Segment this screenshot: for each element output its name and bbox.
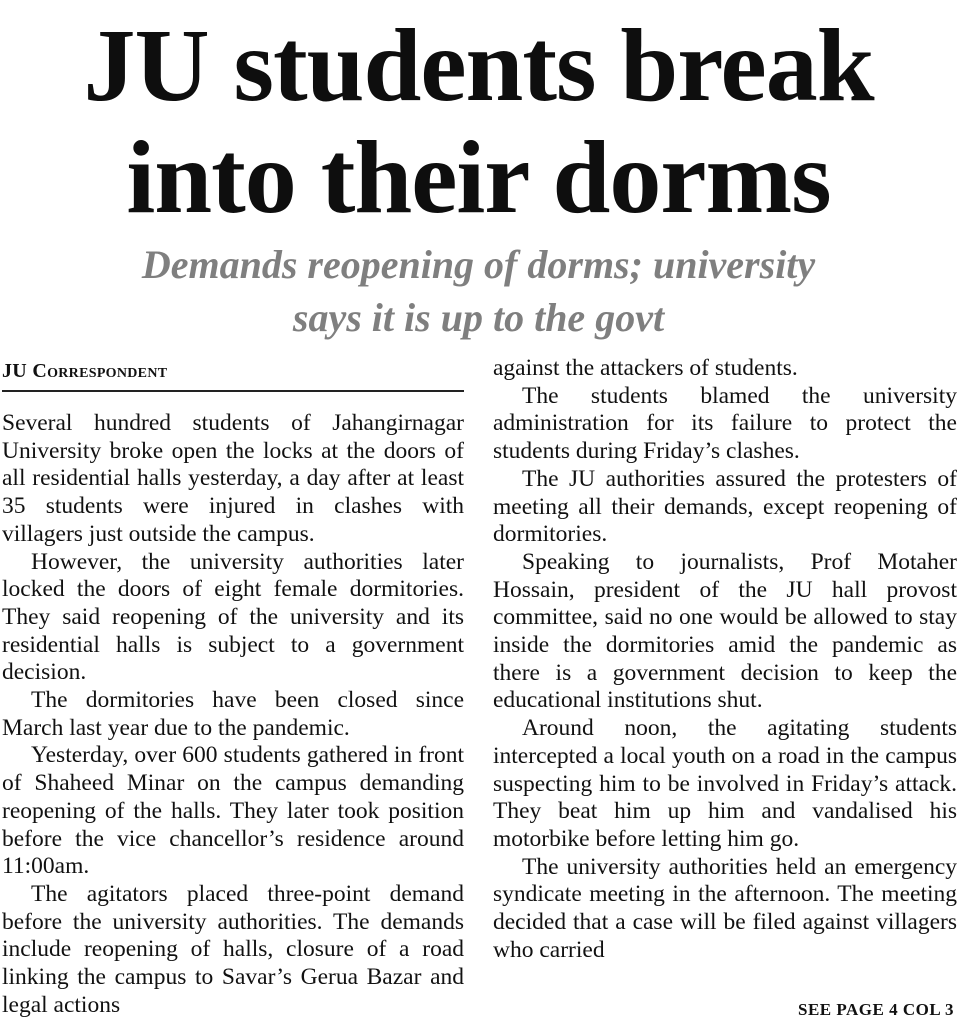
headline-line-1: JU students break (83, 8, 874, 123)
article-column-2 (493, 355, 957, 964)
paragraph: against the attackers of students. (493, 355, 798, 381)
paragraph: Around noon, the agitating students intercepted a local youth on a road in the campus suspecting him to be involved in Friday’s attack. They beat him up him and vandalised his motorbike before letting him go. (493, 715, 957, 852)
paragraph: The JU authorities assured the protesters of meeting all their demands, except reopening of dormitories. (493, 465, 957, 548)
paragraph: However, the university authorities later locked the doors of eight female dormitories. They said reopening of the university and its residential halls is subject to a government decision. (2, 548, 464, 686)
continued-on-page-reference: SEE PAGE 4 COL 3 (798, 1000, 954, 1019)
paragraph: The university authorities held an emergency syndicate meeting in the afternoon. The meeting decided that a case will be filed against villagers who carried (493, 853, 957, 963)
headline-line-2: into their dorms (126, 120, 831, 235)
byline: JU Correspondent (2, 356, 464, 392)
subheadline (0, 238, 957, 344)
paragraph: The agitators placed three-point demand before the university authorities. The demands include reopening of halls, closure of a road linking the campus to Savar’s Gerua Bazar and legal actions (2, 880, 464, 1018)
subheadline-line-2: says it is up to the govt (292, 295, 665, 340)
paragraph: Yesterday, over 600 students gathered in front of Shaheed Minar on the campus demanding reopening of the halls. They later took position before the vice chancellor’s residence around 11:00am. (2, 742, 464, 880)
article-column-1 (2, 410, 464, 1019)
paragraph: Speaking to journalists, Prof Motaher Hossain, president of the JU hall provost committee, said no one would be allowed to stay inside the dormitories amid the pandemic as there is a government decision to keep the educational institutions shut. (493, 548, 957, 714)
headline (0, 10, 957, 234)
paragraph: The students blamed the university administration for its failure to protect the students during Friday’s clashes. (493, 382, 957, 465)
paragraph: Several hundred students of Jahangirnagar University broke open the locks at the doors of all residential halls yesterday, a day after at least 35 students were injured in clashes with villagers just outside the campus. (2, 410, 464, 547)
paragraph: The dormitories have been closed since March last year due to the pandemic. (2, 687, 464, 741)
subheadline-line-1: Demands reopening of dorms; university (141, 242, 816, 287)
